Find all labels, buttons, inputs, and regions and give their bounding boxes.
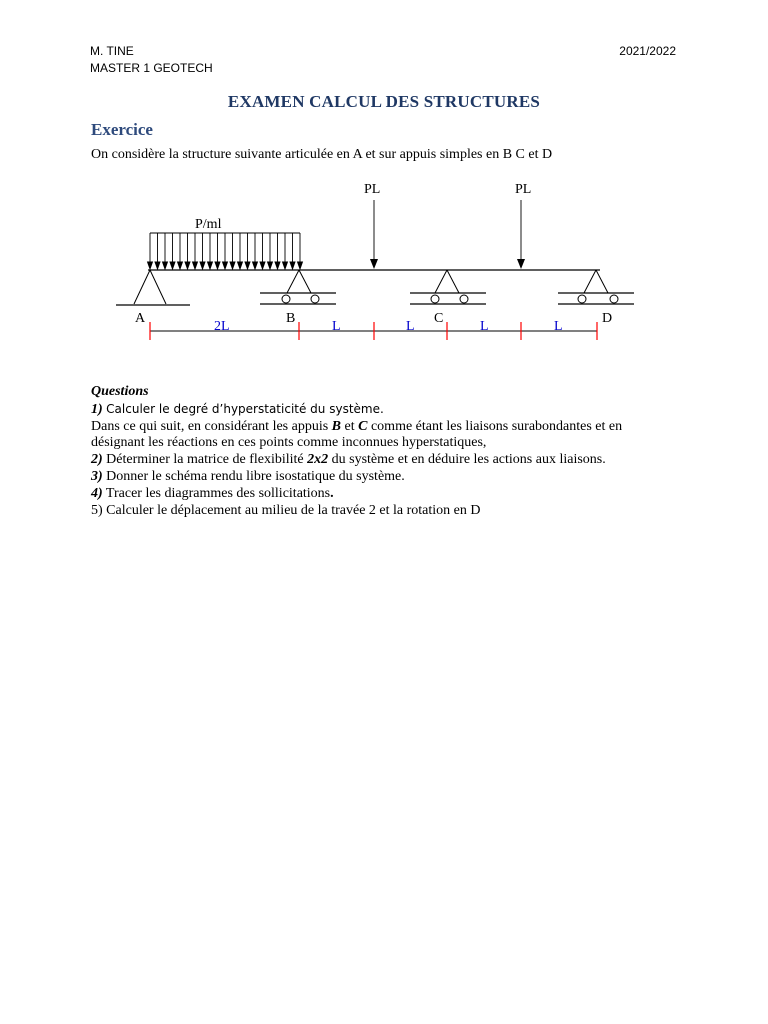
question-2	[91, 452, 691, 469]
beam-diagram	[100, 176, 645, 341]
question-3	[91, 469, 691, 486]
support-b-roller	[260, 270, 336, 304]
load-arrow-head	[148, 262, 153, 269]
question-4-number: 4)	[91, 485, 103, 501]
load-arrow-head	[178, 262, 183, 269]
load-arrow-head	[253, 262, 258, 269]
load-arrow-head	[290, 262, 295, 269]
load-arrow-head	[298, 262, 303, 269]
question-2-number: 2)	[91, 452, 103, 468]
exercise-intro: On considère la structure suivante articulée en A et sur appuis simples en B C et D	[91, 147, 553, 162]
load-arrow-head	[163, 262, 168, 269]
context-text-c: et	[341, 418, 359, 434]
load-arrow-head	[223, 262, 228, 269]
context-text-e: comme étant les liaisons surabondantes et en	[367, 418, 623, 434]
support-label-d: D	[602, 311, 613, 326]
exercise-heading: Exercice	[91, 120, 153, 139]
question-4-text: Tracer les diagrammes des sollicitations	[102, 485, 331, 501]
question-1-text: Calculer le degré d’hyperstaticité du système.	[106, 401, 384, 416]
load-arrow-head	[260, 262, 265, 269]
load-arrow-head	[238, 262, 243, 269]
support-label-b: B	[286, 311, 296, 326]
span-label-b-load1: L	[332, 319, 341, 334]
point-load-2	[515, 182, 531, 269]
question-4	[91, 486, 691, 503]
load-arrow-head	[193, 262, 198, 269]
span-label-ab: 2L	[214, 319, 230, 334]
load-arrow-head	[230, 262, 235, 269]
load-arrow-head	[208, 262, 213, 269]
load-arrow-head	[170, 262, 175, 269]
distributed-load-arrows	[148, 233, 303, 269]
question-1-number: 1)	[91, 401, 103, 417]
question-3-text: Donner le schéma rendu libre isostatique du système.	[102, 468, 405, 484]
context-support-c: C	[358, 418, 368, 434]
questions-heading: Questions	[91, 384, 149, 399]
support-a-pin	[116, 270, 190, 305]
point-load-1-arrowhead	[370, 259, 378, 269]
support-d-roller	[558, 270, 634, 304]
distributed-load-label: P/ml	[195, 217, 222, 232]
point-load-1-label: PL	[364, 182, 381, 197]
context-text-a: Dans ce qui suit, en considérant les appuis	[91, 418, 332, 434]
span-label-load1-c: L	[406, 319, 415, 334]
context-line-1	[91, 419, 691, 436]
load-arrow-head	[268, 262, 273, 269]
course-name: MASTER 1 GEOTECH	[90, 61, 213, 75]
support-label-a: A	[135, 311, 146, 326]
load-arrow-head	[200, 262, 205, 269]
load-arrow-head	[185, 262, 190, 269]
load-arrow-head	[155, 262, 160, 269]
span-label-c-load2: L	[480, 319, 489, 334]
load-arrow-head	[275, 262, 280, 269]
load-arrow-head	[215, 262, 220, 269]
question-4-dot: .	[330, 485, 334, 501]
author-name: M. TINE	[90, 44, 134, 58]
question-3-number: 3)	[91, 468, 103, 484]
point-load-2-arrowhead	[517, 259, 525, 269]
question-2-text-b: du système et en déduire les actions aux liaisons.	[328, 452, 606, 468]
context-support-b: B	[331, 418, 342, 434]
question-5: 5) Calculer le déplacement au milieu de la travée 2 et la rotation en D	[91, 502, 481, 518]
support-label-c: C	[434, 311, 444, 326]
exam-title: EXAMEN CALCUL DES STRUCTURES	[227, 92, 541, 111]
context-line-2: désignant les réactions en ces points comme inconnues hyperstatiques,	[91, 435, 487, 451]
question-1	[91, 401, 691, 419]
span-label-load2-d: L	[554, 319, 563, 334]
question-2-matrix-size: 2x2	[307, 452, 329, 468]
questions-section	[91, 384, 691, 519]
question-2-text-a: Déterminer la matrice de flexibilité	[102, 452, 308, 468]
load-arrow-head	[245, 262, 250, 269]
distributed-load	[148, 233, 303, 269]
load-arrow-head	[283, 262, 288, 269]
academic-year: 2021/2022	[619, 44, 676, 58]
point-load-1	[364, 182, 380, 269]
point-load-2-label: PL	[515, 182, 532, 197]
support-c-roller	[410, 270, 486, 304]
